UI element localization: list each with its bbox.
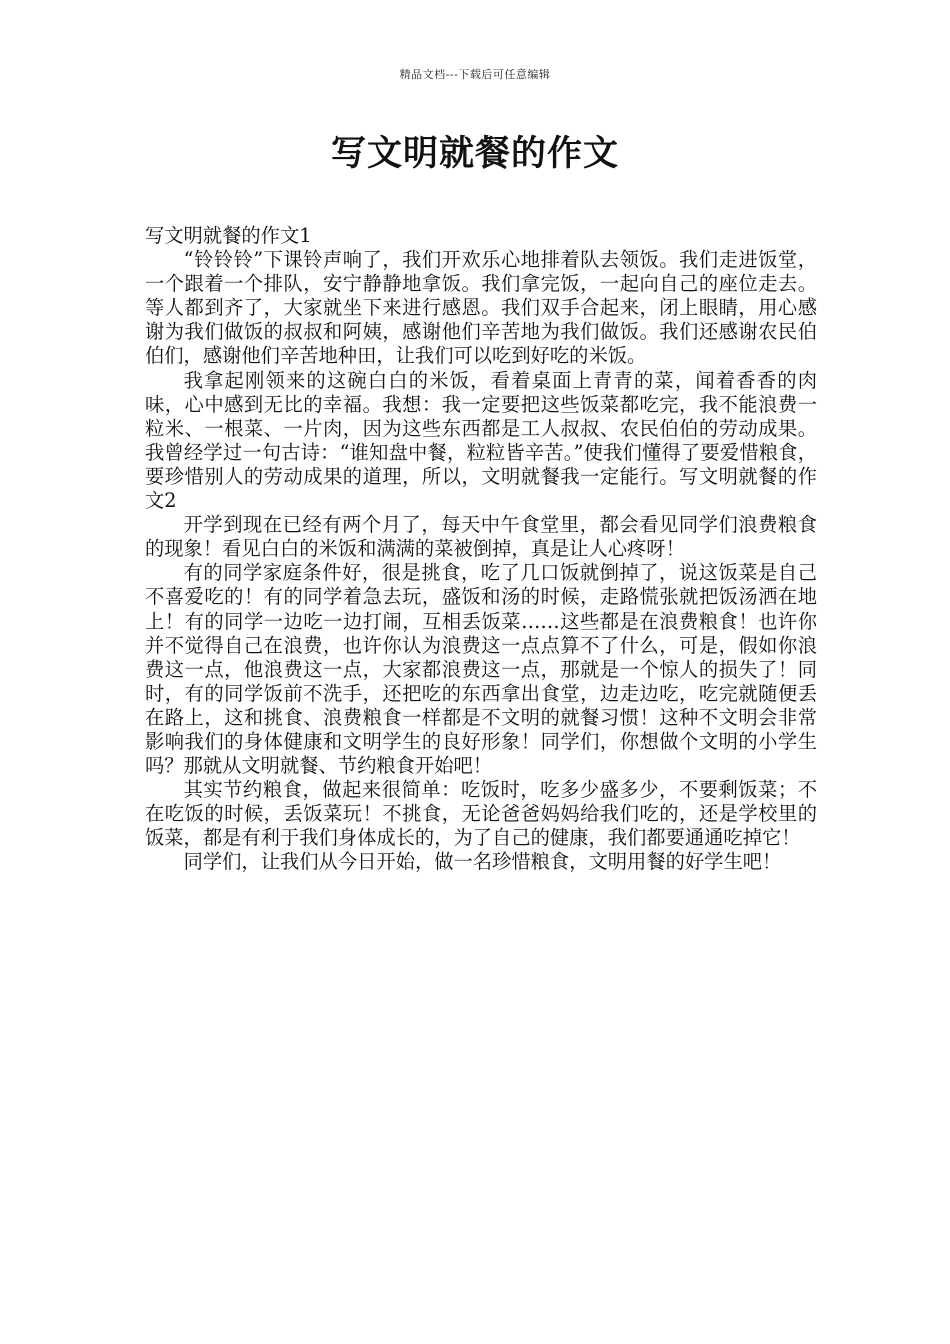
paragraph-5: 其实节约粮食，做起来很简单：吃饭时，吃多少盛多少，不要剩饭菜；不在吃饭的时候，丢饭菜玩！不挑食，无论爸爸妈妈给我们吃的，还是学校里的饭菜，都是有利于我们身体成长的，为了自己的健康，我们都要通通吃掉它！	[145, 778, 817, 850]
document-body	[145, 224, 817, 875]
section-heading: 写文明就餐的作文1	[145, 224, 312, 247]
paragraph-1: “铃铃铃”下课铃声响了，我们开欢乐心地排着队去领饭。我们走进饭堂，一个跟着一个排队，安宁静静地拿饭。我们拿完饭，一起向自己的座位走去。等人都到齐了，大家就坐下来进行感恩。我们双手合起来，闭上眼睛，用心感谢为我们做饭的叔叔和阿姨，感谢他们辛苦地为我们做饭。我们还感谢农民伯伯们，感谢他们辛苦地种田，让我们可以吃到好吃的米饭。	[145, 248, 817, 368]
paragraph-4: 有的同学家庭条件好，很是挑食，吃了几口饭就倒掉了，说这饭菜是自己不喜爱吃的！有的同学着急去玩，盛饭和汤的时候，走路慌张就把饭汤洒在地上！有的同学一边吃一边打闹，互相丢饭菜……这些都是在浪费粮食！也许你并不觉得自己在浪费，也许你认为浪费这一点点算不了什么，可是，假如你浪费这一点，他浪费这一点，大家都浪费这一点，那就是一个惊人的损失了！同时，有的同学饭前不洗手，还把吃的东西拿出食堂，边走边吃，吃完就随便丢在路上，这和挑食、浪费粮食一样都是不文明的就餐习惯！这种不文明会非常影响我们的身体健康和文明学生的良好形象！同学们，你想做个文明的小学生吗？那就从文明就餐、节约粮食开始吧！	[145, 561, 817, 778]
paragraph-3: 开学到现在已经有两个月了，每天中午食堂里，都会看见同学们浪费粮食的现象！看见白白的米饭和满满的菜被倒掉，真是让人心疼呀！	[145, 513, 817, 561]
header-note: 精品文档---下载后可任意编辑	[399, 68, 551, 81]
paragraph-2: 我拿起刚领来的这碗白白的米饭，看着桌面上青青的菜，闻着香香的肉味，心中感到无比的幸福。我想：我一定要把这些饭菜都吃完，我不能浪费一粒米、一根菜、一片肉，因为这些东西都是工人叔叔、农民伯伯的劳动成果。我曾经学过一句古诗：“谁知盘中餐，粒粒皆辛苦。”使我们懂得了要爱惜粮食，要珍惜别人的劳动成果的道理，所以，文明就餐我一定能行。写文明就餐的作文2	[145, 368, 817, 513]
paragraph-6: 同学们，让我们从今日开始，做一名珍惜粮食，文明用餐的好学生吧！	[183, 850, 782, 874]
document-title: 写文明就餐的作文	[330, 134, 619, 174]
